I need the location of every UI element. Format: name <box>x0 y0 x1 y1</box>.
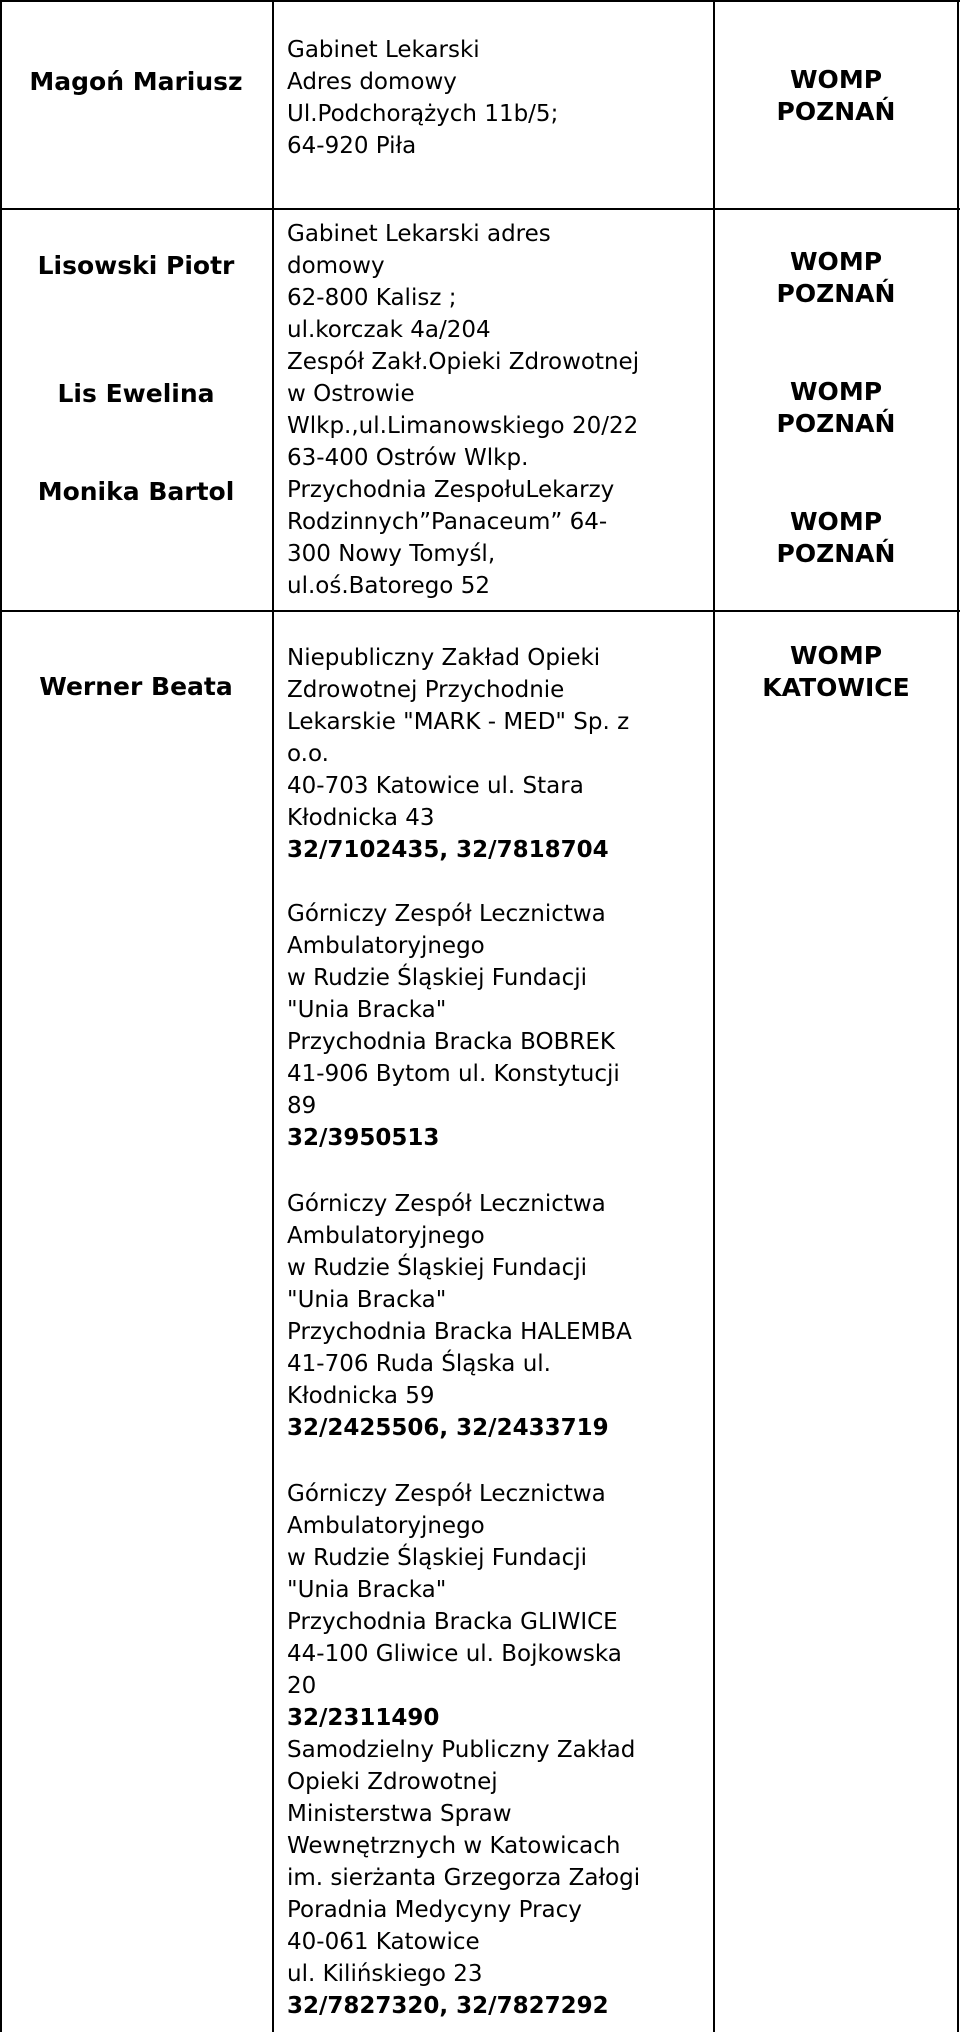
address-cell <box>287 218 707 602</box>
person-name: Magoń Mariusz <box>29 67 243 96</box>
address-cell <box>287 642 707 866</box>
womp-label: WOMP <box>789 641 883 670</box>
address-line: Górniczy Zespół Lecznictwa <box>287 1191 606 1217</box>
address-line: 64-920 Piła <box>287 133 417 159</box>
address-line: Poradnia Medycyny Pracy <box>287 1897 582 1923</box>
phone-numbers: 32/2425506, 32/2433719 <box>287 1415 609 1441</box>
name-cell <box>8 250 264 282</box>
address-line: Adres domowy <box>287 69 457 95</box>
address-line: Przychodnia Bracka GLIWICE <box>287 1609 618 1635</box>
table-border-top <box>0 0 960 2</box>
table-border-left <box>0 0 2 2032</box>
womp-cell <box>720 64 952 128</box>
person-name: Lis Ewelina <box>57 379 215 408</box>
address-cell <box>287 1188 707 1444</box>
address-line: Ul.Podchorążych 11b/5; <box>287 101 559 127</box>
address-line: Ambulatoryjnego <box>287 1513 485 1539</box>
address-cell <box>287 34 707 162</box>
phone-numbers: 32/3950513 <box>287 1125 440 1151</box>
address-line: Kłodnicka 43 <box>287 805 435 831</box>
womp-label: WOMP <box>789 377 883 406</box>
womp-cell <box>720 506 952 570</box>
phone-numbers: 32/7102435, 32/7818704 <box>287 837 609 863</box>
address-line: "Unia Bracka" <box>287 1287 447 1313</box>
address-line: "Unia Bracka" <box>287 1577 447 1603</box>
womp-city: POZNAŃ <box>776 539 896 568</box>
address-line: 41-706 Ruda Śląska ul. <box>287 1351 551 1377</box>
address-line: Gabinet Lekarski <box>287 37 480 63</box>
address-line: Wewnętrznych w Katowicach <box>287 1833 621 1859</box>
name-cell <box>8 66 264 98</box>
address-line: Wlkp.,ul.Limanowskiego 20/22 <box>287 413 639 439</box>
address-line: im. sierżanta Grzegorza Załogi <box>287 1865 641 1891</box>
womp-city: POZNAŃ <box>776 97 896 126</box>
address-line: 20 <box>287 1673 317 1699</box>
address-line: Samodzielny Publiczny Zakład <box>287 1737 636 1763</box>
table-row-divider-2 <box>0 610 960 612</box>
address-line: Opieki Zdrowotnej <box>287 1769 498 1795</box>
address-line: Zdrowotnej Przychodnie <box>287 677 565 703</box>
address-line: Kłodnicka 59 <box>287 1383 435 1409</box>
address-line: 40-061 Katowice <box>287 1929 480 1955</box>
address-line: ul.oś.Batorego 52 <box>287 573 490 599</box>
address-cell <box>287 1734 707 2022</box>
person-name: Werner Beata <box>39 672 233 701</box>
womp-cell <box>720 376 952 440</box>
address-cell <box>287 1478 707 1734</box>
address-line: Niepubliczny Zakład Opieki <box>287 645 601 671</box>
womp-city: POZNAŃ <box>776 409 896 438</box>
address-line: 63-400 Ostrów Wlkp. <box>287 445 529 471</box>
address-line: ul.korczak 4a/204 <box>287 317 491 343</box>
womp-label: WOMP <box>789 247 883 276</box>
address-line: Przychodnia Bracka HALEMBA <box>287 1319 632 1345</box>
table-divider-col2 <box>713 0 715 2032</box>
address-line: 300 Nowy Tomyśl, <box>287 541 496 567</box>
address-line: 44-100 Gliwice ul. Bojkowska <box>287 1641 622 1667</box>
address-line: ul. Kilińskiego 23 <box>287 1961 483 1987</box>
table-row-divider-1 <box>0 208 960 210</box>
address-line: Przychodnia Bracka BOBREK <box>287 1029 616 1055</box>
person-name: Lisowski Piotr <box>37 251 235 280</box>
address-line: Górniczy Zespół Lecznictwa <box>287 901 606 927</box>
address-line: 40-703 Katowice ul. Stara <box>287 773 584 799</box>
womp-city: POZNAŃ <box>776 279 896 308</box>
address-cell <box>287 898 707 1154</box>
womp-label: WOMP <box>789 65 883 94</box>
womp-cell <box>720 640 952 704</box>
address-line: domowy <box>287 253 385 279</box>
address-line: Rodzinnych”Panaceum” 64- <box>287 509 608 535</box>
address-line: w Rudzie Śląskiej Fundacji <box>287 965 588 991</box>
phone-numbers: 32/2311490 <box>287 1705 440 1731</box>
address-line: 89 <box>287 1093 317 1119</box>
address-line: Zespół Zakł.Opieki Zdrowotnej <box>287 349 640 375</box>
address-line: Ambulatoryjnego <box>287 1223 485 1249</box>
address-line: w Rudzie Śląskiej Fundacji <box>287 1545 588 1571</box>
address-line: Górniczy Zespół Lecznictwa <box>287 1481 606 1507</box>
address-line: "Unia Bracka" <box>287 997 447 1023</box>
address-line: Gabinet Lekarski adres <box>287 221 551 247</box>
person-name: Monika Bartol <box>37 477 235 506</box>
phone-numbers: 32/7827320, 32/7827292 <box>287 1993 609 2019</box>
address-line: o.o. <box>287 741 329 767</box>
womp-cell <box>720 246 952 310</box>
address-line: Ambulatoryjnego <box>287 933 485 959</box>
name-cell <box>8 671 264 703</box>
womp-city: KATOWICE <box>762 673 910 702</box>
table-border-right <box>957 0 959 2032</box>
table-divider-col1 <box>272 0 274 2032</box>
address-line: w Rudzie Śląskiej Fundacji <box>287 1255 588 1281</box>
address-line: Ministerstwa Spraw <box>287 1801 512 1827</box>
address-line: Lekarskie "MARK - MED" Sp. z <box>287 709 630 735</box>
address-line: 41-906 Bytom ul. Konstytucji <box>287 1061 620 1087</box>
address-line: Przychodnia ZespołuLekarzy <box>287 477 615 503</box>
name-cell <box>8 476 264 508</box>
address-line: 62-800 Kalisz ; <box>287 285 457 311</box>
name-cell <box>8 378 264 410</box>
address-line: w Ostrowie <box>287 381 415 407</box>
womp-label: WOMP <box>789 507 883 536</box>
